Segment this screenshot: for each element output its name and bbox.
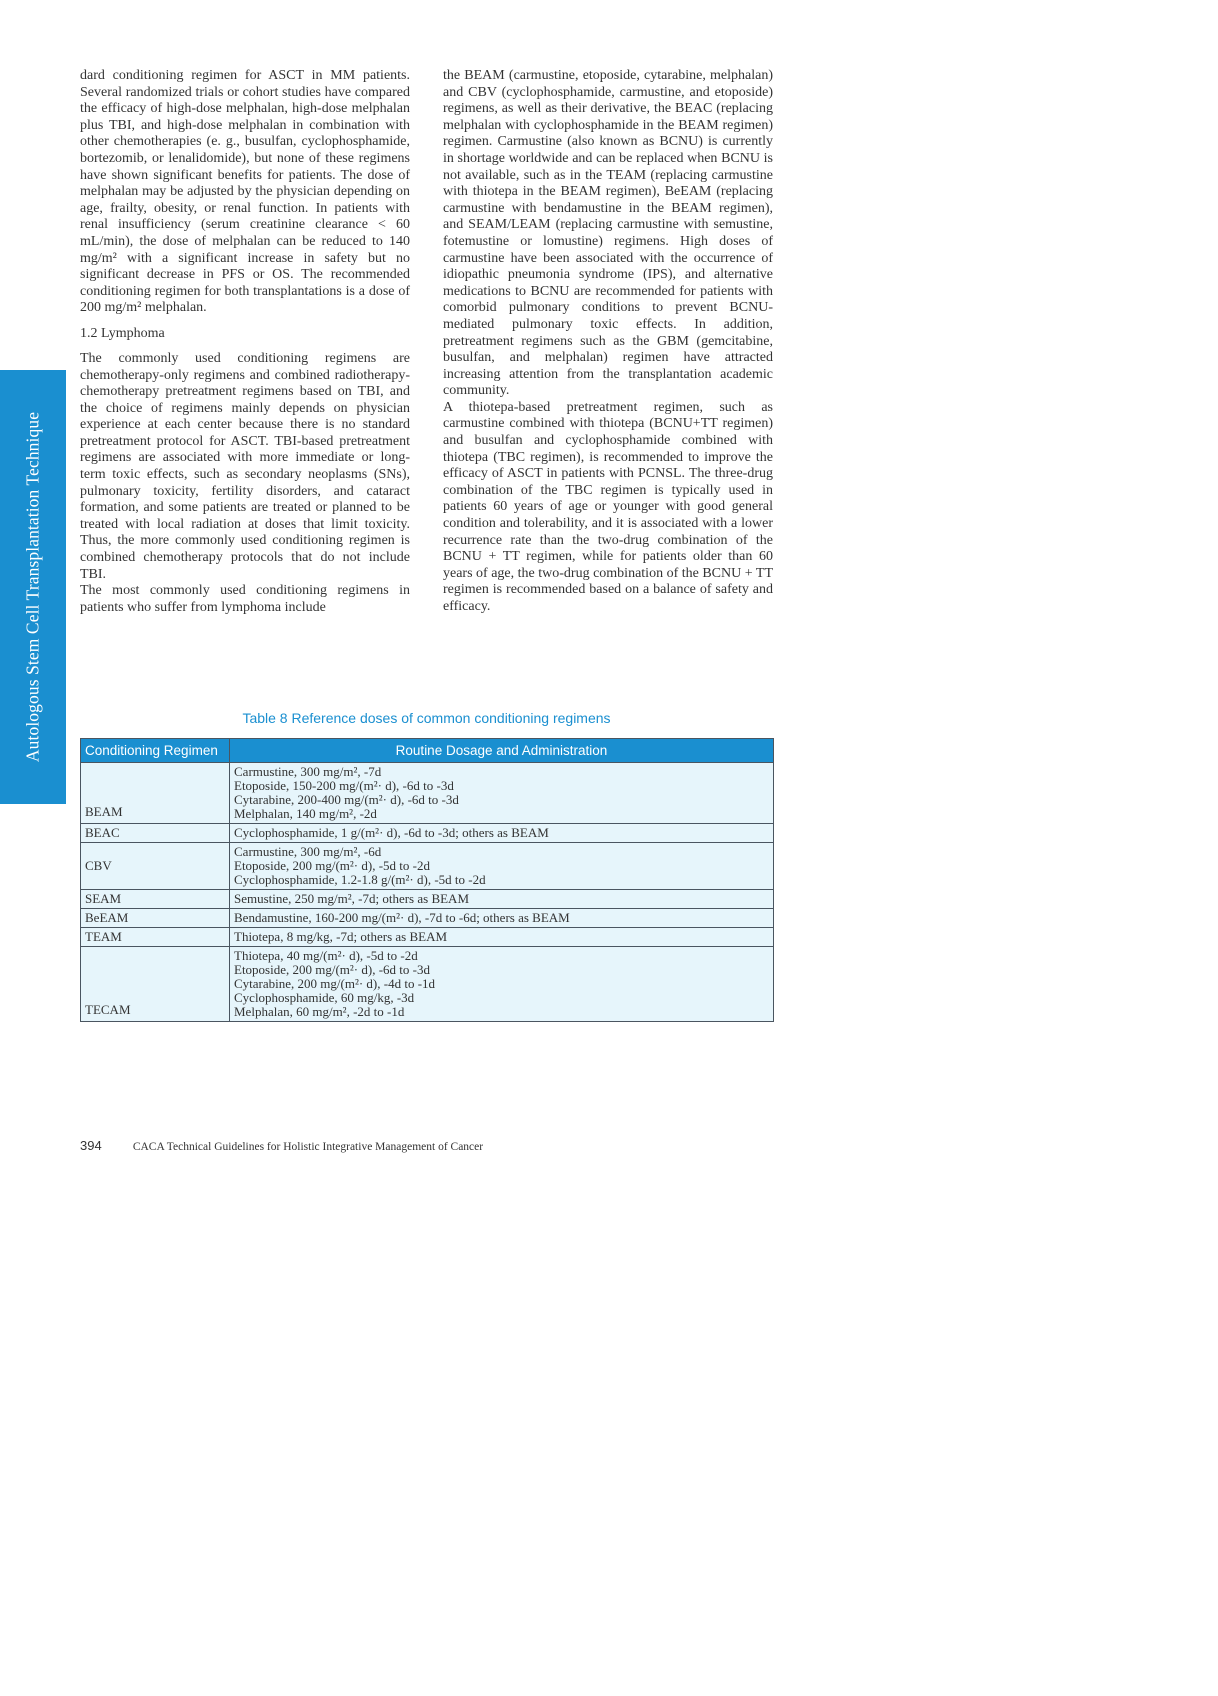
page-footer xyxy=(80,1138,483,1154)
regimen-dosage xyxy=(230,890,774,909)
dosage-line: Etoposide, 200 mg/(m²· d), -6d to -3d xyxy=(234,962,430,977)
dosage-line: Melphalan, 60 mg/m², -2d to -1d xyxy=(234,1004,405,1019)
column-header: Routine Dosage and Administration xyxy=(230,739,774,763)
paragraph: the BEAM (carmustine, etoposide, cytarabine, melphalan) and CBV (cyclophosphamide, carmustine, and etoposide) regimens, as well as their derivative, the BEAC (replacing melphalan with cyclophosphamide in the BEAM regimen) regimen. Carmustine (also known as BCNU) is currently in shortage worldwide and can be replaced when BCNU is not available, such as in the TEAM (replacing carmustine with thiotepa in the BEAM regimen), BeEAM (replacing carmustine with bendamustine in the BEAM regimen), and SEAM/LEAM (replacing carmustine with semustine, fotemustine or lomustine) regimens. High doses of carmustine have been associated with the occurrence of idiopathic pneumonia syndrome (IPS), and alternative medications to BCNU are recommended for patients with comorbid pulmonary conditions to prevent BCNU-mediated pulmonary toxic effects. In addition, pretreatment regimens such as the GBM (gemcitabine, busulfan, and melphalan) regimen have attracted increasing attention from the transplantation academic community. xyxy=(443,68,773,399)
regimen-name: BEAM xyxy=(81,763,230,824)
left-column xyxy=(80,68,410,616)
regimens-table xyxy=(80,738,774,1022)
dosage-line: Melphalan, 140 mg/m², -2d xyxy=(234,806,377,821)
publication-title: CACA Technical Guidelines for Holistic Integrative Management of Cancer xyxy=(132,1141,484,1153)
regimen-dosage xyxy=(230,763,774,824)
regimen-name: TEAM xyxy=(81,928,230,947)
table-row xyxy=(81,928,774,947)
paragraph: The most commonly used conditioning regimens in patients who suffer from lymphoma include xyxy=(80,583,410,615)
regimen-dosage xyxy=(230,947,774,1022)
regimen-name: BeEAM xyxy=(81,909,230,928)
dosage-line: Thiotepa, 8 mg/kg, -7d; others as BEAM xyxy=(234,929,448,944)
dosage-line: Cyclophosphamide, 60 mg/kg, -3d xyxy=(234,990,415,1005)
regimen-name: TECAM xyxy=(81,947,230,1022)
section-heading: 1.2 Lymphoma xyxy=(80,325,165,341)
regimen-dosage xyxy=(230,909,774,928)
regimen-dosage xyxy=(230,928,774,947)
column-header: Conditioning Regimen xyxy=(81,739,230,763)
side-tab-label: Autologous Stem Cell Transplantation Technique xyxy=(22,411,43,763)
dosage-line: Cyclophosphamide, 1 g/(m²· d), -6d to -3d; others as BEAM xyxy=(234,825,549,840)
table-caption: Table 8 Reference doses of common conditioning regimens xyxy=(242,710,611,726)
paragraph: The commonly used conditioning regimens are chemotherapy-only regimens and combined radiotherapy-chemotherapy pretreatment regimens based on TBI, and the choice of regimens mainly depends on physician experience at each center because there is no standard pretreatment protocol for ASCT. TBI-based pretreatment regimens are associated with more immediate or long-term toxic effects, such as secondary neoplasms (SNs), pulmonary toxicity, fertility disorders, and cataract formation, and some patients are treated or planned to be treated with local radiation at doses that limit toxicity. Thus, the more commonly used conditioning regimen is combined chemotherapy protocols that do not include TBI. xyxy=(80,350,410,582)
regimen-name: SEAM xyxy=(81,890,230,909)
dosage-line: Thiotepa, 40 mg/(m²· d), -5d to -2d xyxy=(234,948,418,963)
page-number: 394 xyxy=(80,1138,102,1153)
dosage-line: Etoposide, 200 mg/(m²· d), -5d to -2d xyxy=(234,858,430,873)
table-body xyxy=(81,763,774,1022)
table-row xyxy=(81,909,774,928)
regimen-dosage xyxy=(230,843,774,890)
dosage-line: Carmustine, 300 mg/m², -7d xyxy=(234,764,382,779)
table-row xyxy=(81,890,774,909)
paragraph: A thiotepa-based pretreatment regimen, such as carmustine combined with thiotepa (BCNU+TT regimen) and busulfan and cyclophosphamide combined with thiotepa (TBC regimen), is recommended to improve the efficacy of ASCT in patients with PCNSL. The three-drug combination of the TBC regimen is typically used in patients 60 years of age or younger with good general condition and tolerability, and it is associated with a lower recurrence rate than the two-drug combination of the BCNU + TT regimen, while for patients older than 60 years of age, the two-drug combination of the BCNU + TT regimen is recommended based on a balance of safety and efficacy. xyxy=(443,399,773,614)
table-row xyxy=(81,947,774,1022)
dosage-line: Carmustine, 300 mg/m², -6d xyxy=(234,844,382,859)
dosage-line: Etoposide, 150-200 mg/(m²· d), -6d to -3d xyxy=(234,778,454,793)
right-column xyxy=(443,68,773,616)
dosage-line: Semustine, 250 mg/m², -7d; others as BEAM xyxy=(234,891,469,906)
table-row xyxy=(81,824,774,843)
table-row xyxy=(81,843,774,890)
regimen-name: CBV xyxy=(81,843,230,890)
table-header-row xyxy=(81,739,774,763)
regimen-name: BEAC xyxy=(81,824,230,843)
paragraph: dard conditioning regimen for ASCT in MM patients. Several randomized trials or cohort studies have compared the efficacy of high-dose melphalan, high-dose melphalan plus TBI, and high-dose melphalan in combination with other chemotherapies (e. g., busulfan, cyclophosphamide, bortezomib, or lenalidomide), but none of these regimens have shown significant benefits for patients. The dose of melphalan may be adjusted by the physician depending on age, frailty, obesity, or renal function. In patients with renal insufficiency (serum creatinine clearance < 60 mL/min), the dose of melphalan can be reduced to 140 mg/m² with a significant increase in safety but no significant decrease in PFS or OS. The recommended conditioning regimen for both transplantations is a dose of 200 mg/m² melphalan. xyxy=(80,68,410,316)
dosage-line: Cytarabine, 200-400 mg/(m²· d), -6d to -3d xyxy=(234,792,459,807)
dosage-line: Cyclophosphamide, 1.2-1.8 g/(m²· d), -5d to -2d xyxy=(234,872,486,887)
side-section-tab xyxy=(0,370,66,804)
dosage-line: Bendamustine, 160-200 mg/(m²· d), -7d to -6d; others as BEAM xyxy=(234,910,570,925)
regimen-dosage xyxy=(230,824,774,843)
dosage-line: Cytarabine, 200 mg/(m²· d), -4d to -1d xyxy=(234,976,436,991)
table-row xyxy=(81,763,774,824)
